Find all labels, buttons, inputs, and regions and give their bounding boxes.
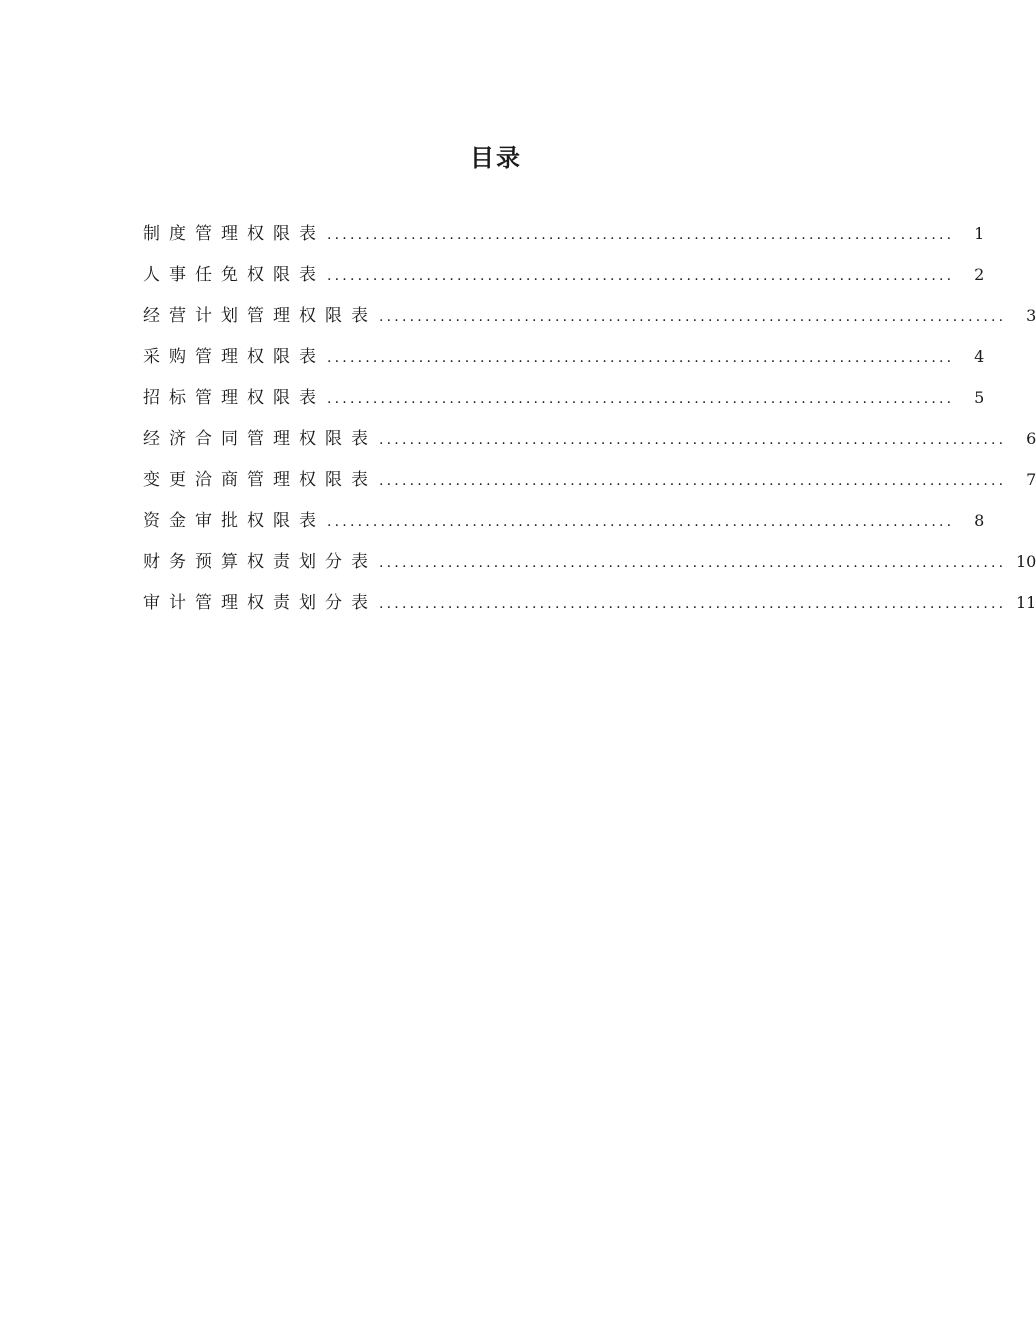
toc-entry[interactable] <box>143 336 985 377</box>
toc-leader-dots: .................................................................................. <box>379 432 1007 448</box>
toc-entry[interactable] <box>143 295 1036 336</box>
toc-leader-dots: .................................................................................. <box>327 391 955 407</box>
toc-entry-page: 4 <box>974 347 985 366</box>
toc-entry-title: 财务预算权责划分表 <box>143 552 377 572</box>
toc-entry[interactable] <box>143 500 985 541</box>
toc-entry-page: 8 <box>974 511 985 530</box>
toc-entry-title: 经济合同管理权限表 <box>143 429 377 449</box>
toc-entry-page: 3 <box>1026 306 1036 325</box>
toc-leader-dots: .................................................................................. <box>379 309 1007 325</box>
toc-entry-page: 6 <box>1026 429 1036 448</box>
toc-entry-page: 11 <box>1015 593 1036 612</box>
toc-entry-title: 招标管理权限表 <box>143 388 325 408</box>
toc-entry[interactable] <box>143 541 1036 582</box>
toc-entry-page: 2 <box>974 265 985 284</box>
toc-leader-dots: .................................................................................. <box>327 350 955 366</box>
toc-entry-page: 5 <box>974 388 985 407</box>
page-title: 目录 <box>470 144 522 172</box>
toc-leader-dots: .................................................................................. <box>379 473 1007 489</box>
toc-entry-title: 变更洽商管理权限表 <box>143 470 377 490</box>
toc-leader-dots: .................................................................................. <box>379 596 1007 612</box>
toc-entry-title: 经营计划管理权限表 <box>143 306 377 326</box>
toc-leader-dots: .................................................................................. <box>327 268 955 284</box>
toc-leader-dots: .................................................................................. <box>327 514 955 530</box>
toc-entry-page: 7 <box>1026 470 1036 489</box>
toc-entry-title: 资金审批权限表 <box>143 511 325 531</box>
toc-leader-dots: .................................................................................. <box>379 555 1007 571</box>
toc-entry[interactable] <box>143 213 985 254</box>
toc-entry[interactable] <box>143 377 985 418</box>
toc-leader-dots: .................................................................................. <box>327 227 955 243</box>
toc-entry-title: 审计管理权责划分表 <box>143 593 377 613</box>
toc-entry-title: 采购管理权限表 <box>143 347 325 367</box>
toc-entry[interactable] <box>143 254 985 295</box>
toc-entry-title: 制度管理权限表 <box>143 224 325 244</box>
toc-entry[interactable] <box>143 459 1036 500</box>
toc-entry-page: 1 <box>974 224 985 243</box>
toc-entry[interactable] <box>143 418 1036 459</box>
toc-entry[interactable] <box>143 582 1036 623</box>
toc-entry-page: 10 <box>1015 552 1036 571</box>
table-of-contents <box>143 213 1036 623</box>
toc-entry-title: 人事任免权限表 <box>143 265 325 285</box>
